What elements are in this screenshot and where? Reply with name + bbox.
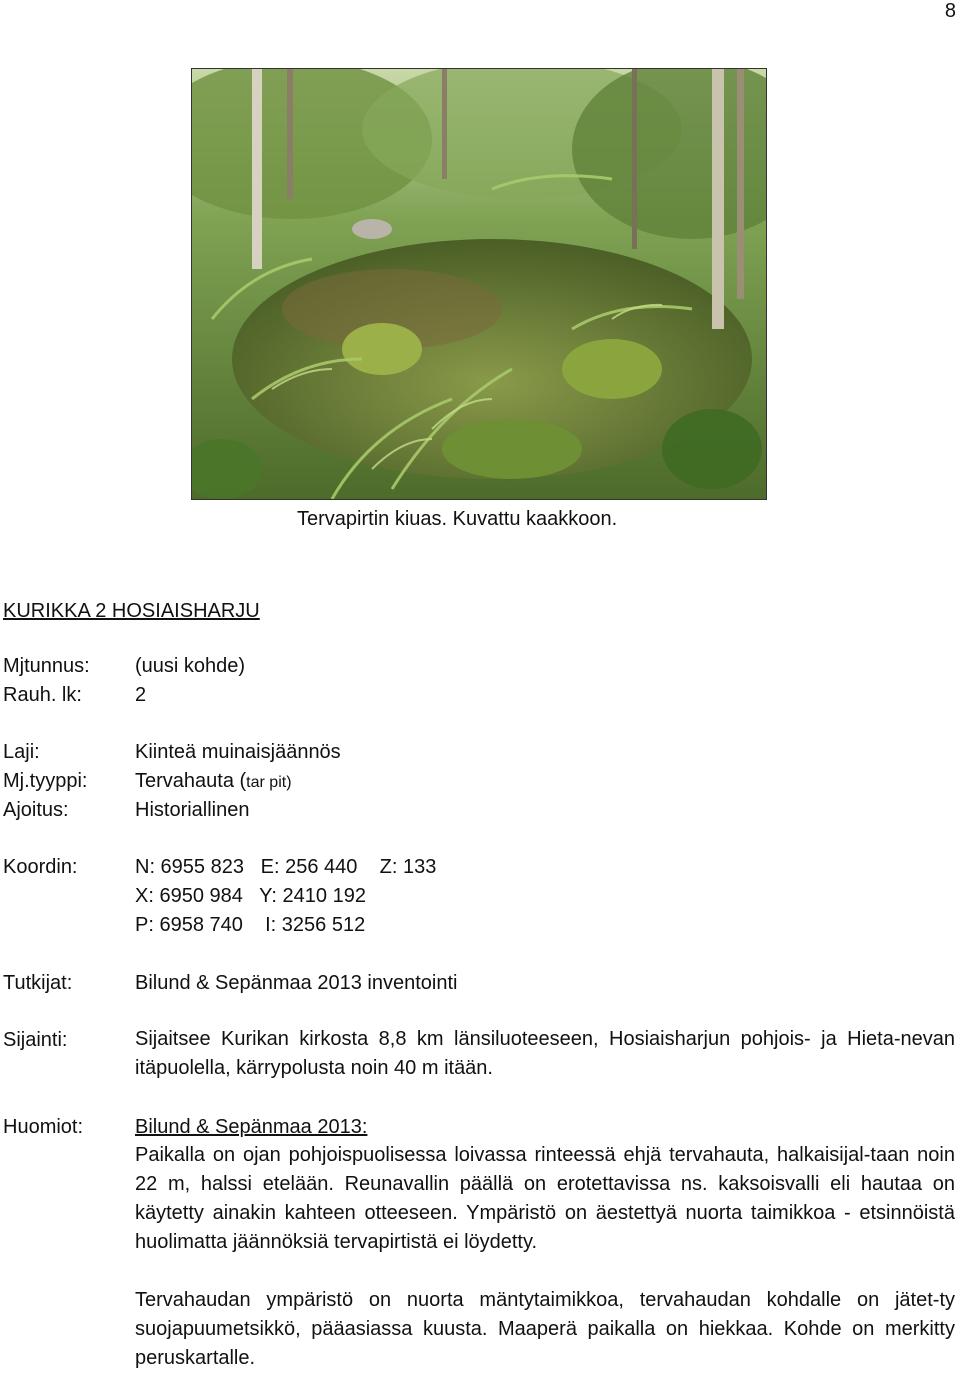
koordin-line-1: N: 6955 823 E: 256 440 Z: 133 xyxy=(135,856,437,878)
sijainti-value: Sijaitsee Kurikan kirkosta 8,8 km länsiluoteeseen, Hosiaisharjun pohjois- ja Hieta-nevan itäpuolella, kärrypolusta noin 40 m itään. xyxy=(135,1028,955,1079)
mjtyyppi-value: Tervahauta ( xyxy=(135,770,247,792)
mjtyyppi-field xyxy=(135,770,292,793)
sijainti-label: Sijainti: xyxy=(3,1029,68,1051)
site-photo xyxy=(191,68,767,500)
page-number: 8 xyxy=(944,0,956,22)
ajoitus-label: Ajoitus: xyxy=(3,799,69,821)
mjtunnus-value: (uusi kohde) xyxy=(135,655,246,677)
mjtyyppi-note: tar pit) xyxy=(246,774,292,791)
huomiot-paragraph-1: Paikalla on ojan pohjoispuolisessa loivassa rinteessä ehjä tervahauta, halkaisijal-taan noin 22 m, halssi etelään. Reunavallin päällä on erotettavissa ns. kaksoisvalli eli hautaa on käytetty ainakin kahteen otteeseen. Ympäristö on äestettyä nuorta taimikkoa - etsinnöistä huolimatta jäännöksiä tervapirtistä ei löydetty. xyxy=(135,1144,955,1253)
mjtunnus-label: Mjtunnus: xyxy=(3,655,90,677)
rauh-value: 2 xyxy=(135,684,147,706)
koordin-label: Koordin: xyxy=(3,856,78,878)
mjtyyppi-label: Mj.tyyppi: xyxy=(3,770,88,792)
huomiot-paragraph-2: Tervahaudan ympäristö on nuorta mäntytaimikkoa, tervahaudan kohdalle on jätet-ty suojapuumetsikkö, pääasiassa kuusta. Maaperä paikalla on hiekkaa. Kohde on merkitty peruskartalle. xyxy=(135,1289,955,1369)
site-heading: KURIKKA 2 HOSIAISHARJU xyxy=(3,600,260,622)
huomiot-source: Bilund & Sepänmaa 2013: xyxy=(135,1116,368,1138)
koordin-line-2: X: 6950 984 Y: 2410 192 xyxy=(135,885,366,907)
laji-label: Laji: xyxy=(3,741,40,763)
tutkijat-label: Tutkijat: xyxy=(3,972,73,994)
huomiot-label: Huomiot: xyxy=(3,1116,84,1138)
koordin-line-3: P: 6958 740 I: 3256 512 xyxy=(135,914,366,936)
tutkijat-value: Bilund & Sepänmaa 2013 inventointi xyxy=(135,972,458,994)
rauh-label: Rauh. lk: xyxy=(3,684,82,706)
laji-value: Kiinteä muinaisjäännös xyxy=(135,741,341,763)
photo-caption: Tervapirtin kiuas. Kuvattu kaakkoon. xyxy=(297,508,618,530)
ajoitus-value: Historiallinen xyxy=(135,799,250,821)
forest-photo-illustration xyxy=(192,69,766,499)
